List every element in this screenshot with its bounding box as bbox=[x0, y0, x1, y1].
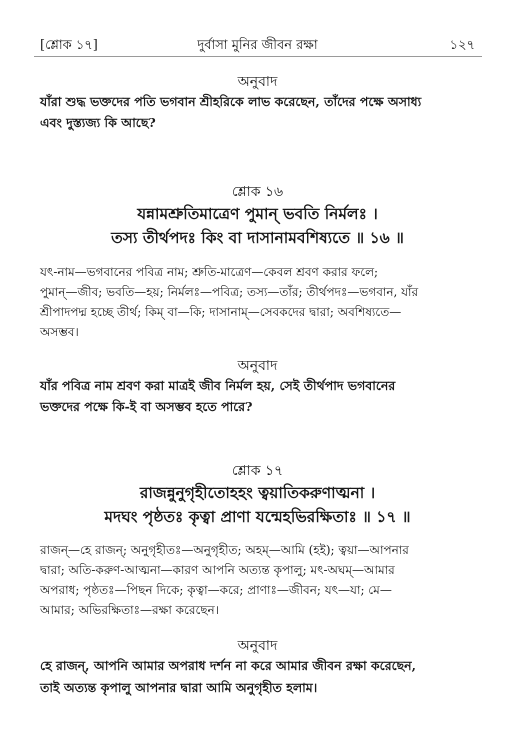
shloka-16-verse-line-1: যন্নামশ্রুতিমাত্রেণ পুমান্ ভবতি নির্মলঃ । bbox=[137, 204, 378, 223]
page-number: ১২৭ bbox=[449, 38, 475, 53]
shloka-17-synonyms-line-4: আমার; অভিরক্ষিতাঃ—রক্ষা করেছেন। bbox=[40, 603, 219, 617]
translation-1-line-2: এবং দুস্ত্যজ্য কি আছে? bbox=[40, 115, 156, 130]
shloka-17-verse-line-2: মদঘং পৃষ্ঠতঃ কৃত্বা প্রাণা যন্মেহভিরক্ষিতাঃ ॥ ১৭ ॥ bbox=[104, 507, 411, 526]
translation-2-line-2: ভক্তদের পক্ষে কি-ই বা অসম্ভব হতে পারে? bbox=[40, 399, 253, 414]
shloka-17-verse-line-1: রাজন্নুনুগৃহীতোহহং ত্বয়াতিকরুণাত্মনা । bbox=[139, 483, 376, 502]
shloka-16-heading: শ্লোক ১৬ bbox=[231, 184, 284, 200]
shloka-17-synonyms-line-1: রাজন্—হে রাজন্; অনুগৃহীতঃ—অনুগৃহীত; অহম্—আমি (হই); ত্বয়া—আপনার bbox=[40, 543, 409, 557]
translation-3-line-2: তাই অত্যন্ত কৃপালু আপনার দ্বারা আমি অনুগৃহীত হলাম। bbox=[40, 680, 318, 695]
translation-3-line-1: হে রাজন্, আপনি আমার অপরাধ দর্শন না করে আমার জীবন রক্ষা করেছেন, bbox=[40, 658, 416, 673]
translation-heading-2: অনুবাদ bbox=[237, 358, 278, 374]
shloka-16-synonyms-line-2: পুমান্—জীব; ভবতি—হয়; নির্মলঃ—পবিত্র; তস্য—তাঁর; তীর্থপদঃ—ভগবান, যাঁর bbox=[40, 285, 419, 299]
shloka-17-heading: শ্লোক ১৭ bbox=[231, 463, 284, 479]
shloka-16-synonyms-line-4: অসম্ভব। bbox=[40, 325, 79, 339]
shloka-17-synonyms-line-3: অপরাধ; পৃষ্ঠতঃ—পিছন দিকে; কৃত্বা—করে; প্রাণাঃ—জীবন; যৎ—যা; মে— bbox=[40, 583, 392, 597]
translation-1-line-1: যাঁরা শুদ্ধ ভক্তদের পতি ভগবান শ্রীহরিকে লাভ করেছেন, তাঁদের পক্ষে অসাধ্য bbox=[40, 94, 422, 109]
translation-heading-3: অনুবাদ bbox=[237, 638, 278, 654]
translation-2-line-1: যাঁর পবিত্র নাম শ্রবণ করা মাত্রই জীব নির্মল হয়, সেই তীর্থপাদ ভগবানের bbox=[40, 378, 396, 393]
translation-heading-1: অনুবাদ bbox=[237, 74, 278, 90]
shloka-16-verse-line-2: তস্য তীর্থপদঃ কিং বা দাসানামবশিষ্যতে ॥ ১৬ ॥ bbox=[111, 228, 404, 247]
header-rule bbox=[34, 56, 482, 57]
shloka-16-synonyms-line-1: যৎ-নাম—ভগবানের পবিত্র নাম; শ্রুতি-মাত্রেণ—কেবল শ্রবণ করার ফলে; bbox=[40, 265, 379, 279]
header-verse-ref: [শ্লোক ১৭] bbox=[40, 38, 98, 53]
header-chapter-title: দুর্বাসা মুনির জীবন রক্ষা bbox=[197, 38, 318, 53]
shloka-17-synonyms-line-2: দ্বারা; অতি-করুণ-আত্মনা—কারণ আপনি অত্যন্ত কৃপালু; মৎ-অঘম্—আমার bbox=[40, 563, 395, 577]
shloka-16-synonyms-line-3: শ্রীপাদপদ্ম হচ্ছে তীর্থ; কিম্ বা—কি; দাসানাম্—সেবকদের দ্বারা; অবশিষ্যতে— bbox=[40, 305, 402, 319]
